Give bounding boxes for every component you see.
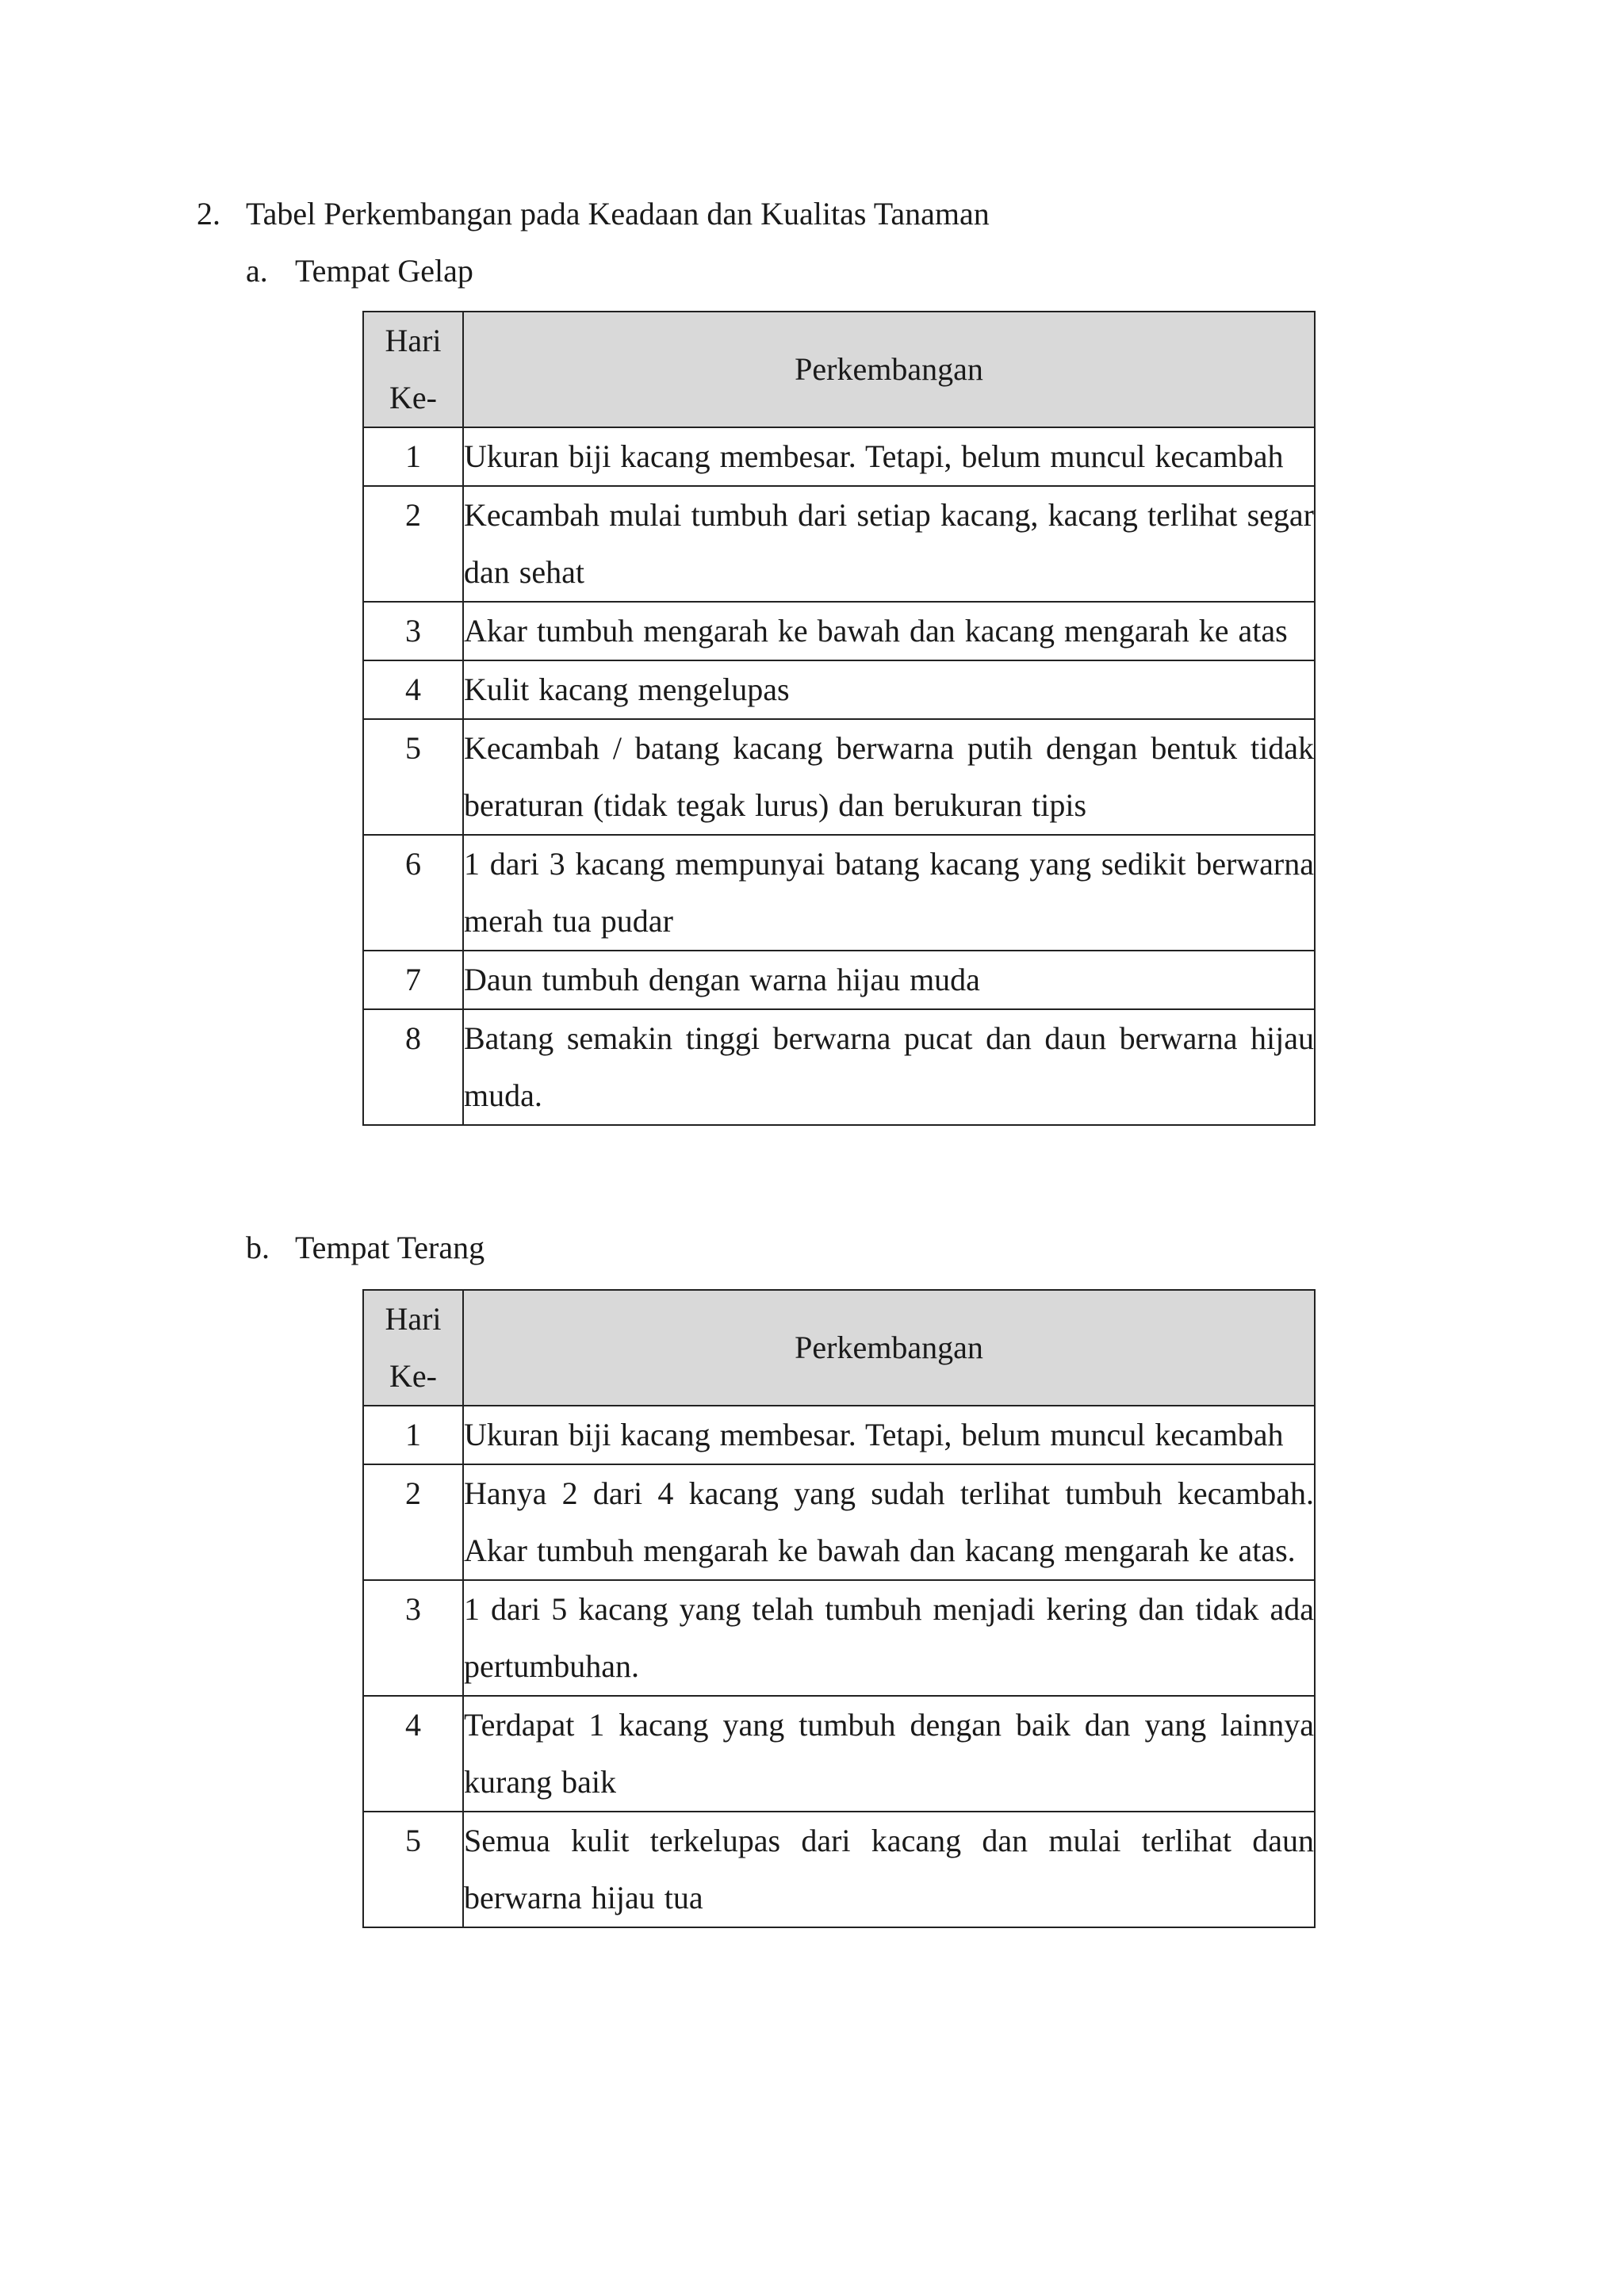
- cell-development: 1 dari 3 kacang mempunyai batang kacang yang sedikit berwarna merah tua pudar: [463, 835, 1315, 951]
- cell-day: 1: [363, 427, 463, 486]
- cell-development: Ukuran biji kacang membesar. Tetapi, belum muncul kecambah: [463, 427, 1315, 486]
- table-tempat-terang: [362, 1289, 1316, 1928]
- cell-development: Kecambah mulai tumbuh dari setiap kacang, kacang terlihat segar dan sehat: [463, 486, 1315, 602]
- table-row: [363, 427, 1315, 486]
- table-row: [363, 602, 1315, 660]
- table-header-row: [363, 1290, 1315, 1406]
- cell-day: 1: [363, 1406, 463, 1464]
- section-title: Tabel Perkembangan pada Keadaan dan Kualitas Tanaman: [246, 196, 990, 232]
- table-row: [363, 1696, 1315, 1812]
- table-row: [363, 951, 1315, 1009]
- cell-development: Kulit kacang mengelupas: [463, 660, 1315, 719]
- table-row: [363, 1580, 1315, 1696]
- cell-development: Akar tumbuh mengarah ke bawah dan kacang mengarah ke atas: [463, 602, 1315, 660]
- cell-development: Terdapat 1 kacang yang tumbuh dengan baik dan yang lainnya kurang baik: [463, 1696, 1315, 1812]
- section-heading: [197, 195, 990, 233]
- table-tempat-gelap: [362, 311, 1316, 1126]
- table-header-row: [363, 312, 1315, 427]
- cell-day: 3: [363, 1580, 463, 1696]
- cell-day: 5: [363, 1812, 463, 1927]
- cell-day: 8: [363, 1009, 463, 1125]
- section-number: 2.: [197, 196, 220, 232]
- cell-development: Daun tumbuh dengan warna hijau muda: [463, 951, 1315, 1009]
- cell-day: 7: [363, 951, 463, 1009]
- subsection-title: Tempat Gelap: [295, 253, 473, 289]
- cell-day: 4: [363, 1696, 463, 1812]
- header-perkembangan: Perkembangan: [463, 1290, 1315, 1406]
- cell-development: Batang semakin tinggi berwarna pucat dan daun berwarna hijau muda.: [463, 1009, 1315, 1125]
- header-perkembangan: Perkembangan: [463, 312, 1315, 427]
- table-row: [363, 1009, 1315, 1125]
- header-hari-ke: Hari Ke-: [363, 312, 463, 427]
- table-row: [363, 1464, 1315, 1580]
- cell-development: Semua kulit terkelupas dari kacang dan mulai terlihat daun berwarna hijau tua: [463, 1812, 1315, 1927]
- cell-day: 2: [363, 486, 463, 602]
- subsection-heading-terang: [246, 1229, 485, 1267]
- cell-development: Ukuran biji kacang membesar. Tetapi, belum muncul kecambah: [463, 1406, 1315, 1464]
- table-row: [363, 1406, 1315, 1464]
- header-hari-ke: Hari Ke-: [363, 1290, 463, 1406]
- cell-day: 5: [363, 719, 463, 835]
- table-row: [363, 1812, 1315, 1927]
- subsection-letter: b.: [246, 1230, 270, 1265]
- cell-day: 2: [363, 1464, 463, 1580]
- subsection-title: Tempat Terang: [295, 1230, 485, 1265]
- subsection-heading-gelap: [246, 252, 473, 290]
- cell-day: 4: [363, 660, 463, 719]
- table-row: [363, 486, 1315, 602]
- cell-day: 3: [363, 602, 463, 660]
- cell-development: 1 dari 5 kacang yang telah tumbuh menjadi kering dan tidak ada pertumbuhan.: [463, 1580, 1315, 1696]
- subsection-letter: a.: [246, 253, 268, 289]
- table-row: [363, 719, 1315, 835]
- cell-development: Hanya 2 dari 4 kacang yang sudah terlihat tumbuh kecambah. Akar tumbuh mengarah ke bawah dan kacang mengarah ke atas.: [463, 1464, 1315, 1580]
- cell-development: Kecambah / batang kacang berwarna putih dengan bentuk tidak beraturan (tidak tegak lurus) dan berukuran tipis: [463, 719, 1315, 835]
- cell-day: 6: [363, 835, 463, 951]
- table-row: [363, 835, 1315, 951]
- table-row: [363, 660, 1315, 719]
